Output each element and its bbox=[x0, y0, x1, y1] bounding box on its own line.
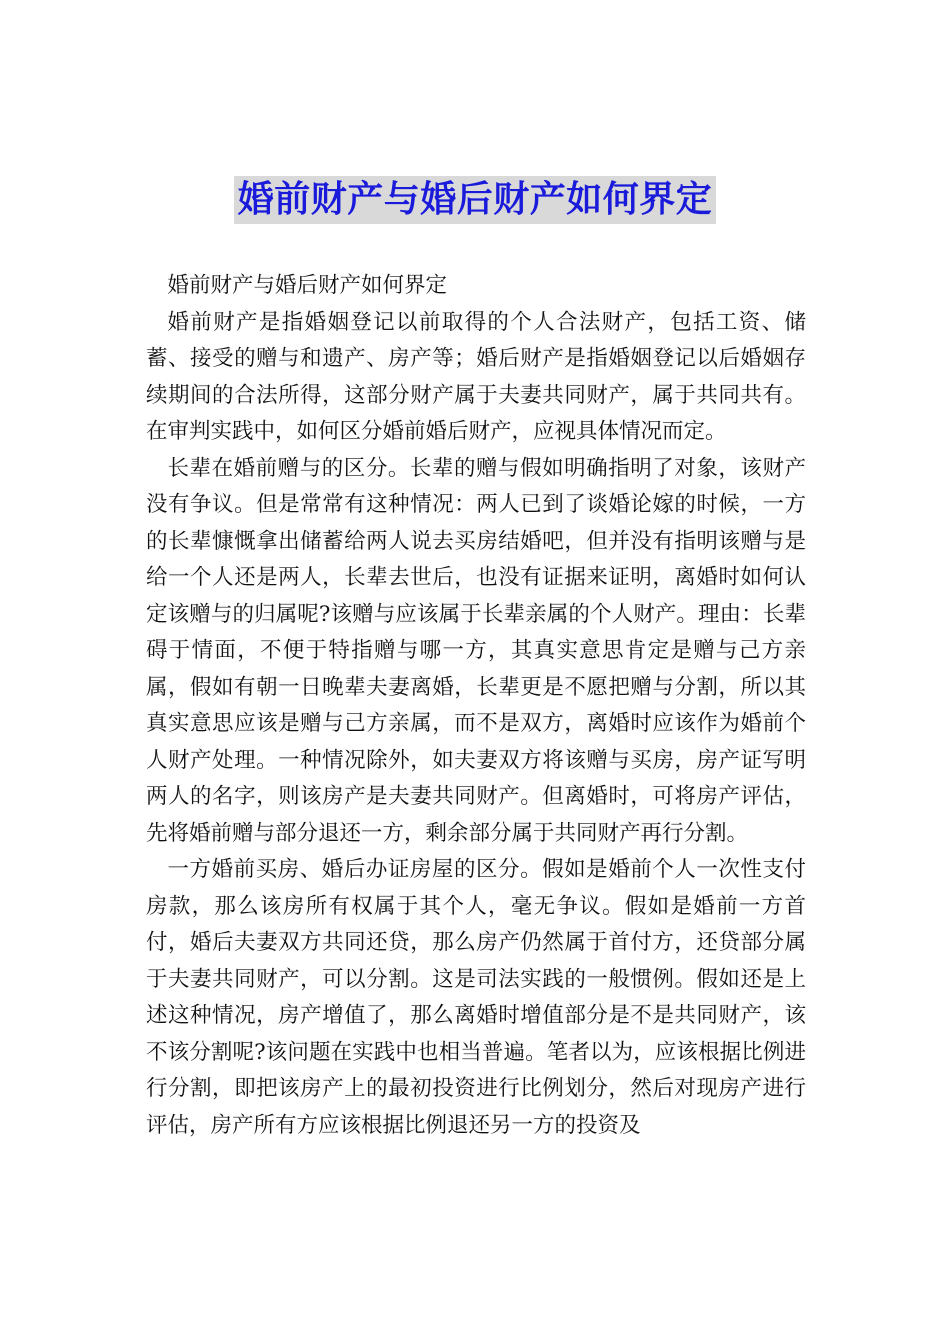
paragraph: 长辈在婚前赠与的区分。长辈的赠与假如明确指明了对象，该财产没有争议。但是常常有这种情况：两人已到了谈婚论嫁的时候，一方的长辈慷慨拿出储蓄给两人说去买房结婚吧，但并没有指明该赠与是给一个人还是两人，长辈去世后，也没有证据来证明，离婚时如何认定该赠与的归属呢?该赠与应该属于长辈亲属的个人财产。理由：长辈碍于情面，不便于特指赠与哪一方，其真实意思肯定是赠与己方亲属，假如有朝一日晚辈夫妻离婚，长辈更是不愿把赠与分割，所以其真实意思应该是赠与己方亲属，而不是双方，离婚时应该作为婚前个人财产处理。一种情况除外，如夫妻双方将该赠与买房，房产证写明两人的名字，则该房产是夫妻共同财产。但离婚时，可将房产评估，先将婚前赠与部分退还一方，剩余部分属于共同财产再行分割。 bbox=[146, 455, 806, 846]
document-title: 婚前财产与婚后财产如何界定 bbox=[234, 176, 717, 224]
paragraph: 一方婚前买房、婚后办证房屋的区分。假如是婚前个人一次性支付房款，那么该房所有权属于其个人，毫无争议。假如是婚前一方首付，婚后夫妻双方共同还贷，那么房产仍然属于首付方，还贷部分属于夫妻共同财产，可以分割。这是司法实践的一般惯例。假如还是上述这种情况，房产增值了，那么离婚时增值部分是不是共同财产，该不该分割呢?该问题在实践中也相当普遍。笔者以为，应该根据比例进行分割，即把该房产上的最初投资进行比例划分，然后对现房产进行评估，房产所有方应该根据比例退还另一方的投资及 bbox=[146, 857, 806, 1138]
paragraph-subtitle: 婚前财产与婚后财产如何界定 bbox=[167, 273, 448, 298]
title-block bbox=[0, 176, 950, 224]
paragraph: 婚前财产是指婚姻登记以前取得的个人合法财产，包括工资、储蓄、接受的赠与和遗产、房产等；婚后财产是指婚姻登记以后婚姻存续期间的合法所得，这部分财产属于夫妻共同财产，属于共同共有。在审判实践中，如何区分婚前婚后财产，应视具体情况而定。 bbox=[146, 309, 806, 444]
document-body bbox=[146, 268, 806, 1144]
